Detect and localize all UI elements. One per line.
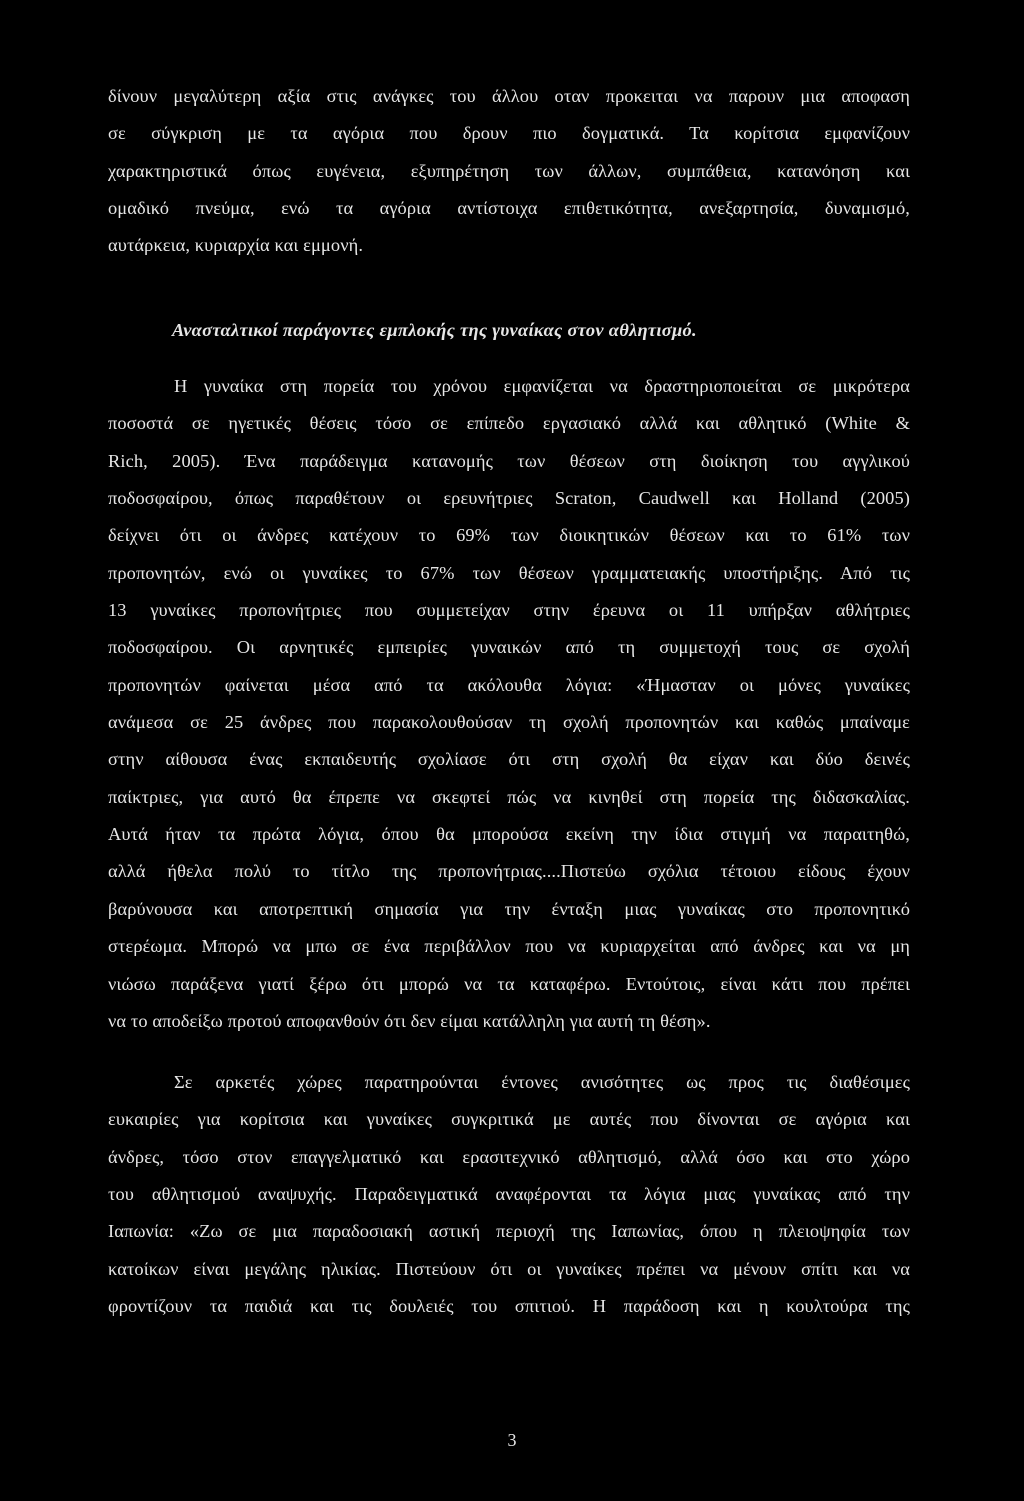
page-number: 3 — [507, 1430, 517, 1450]
text-line: στερέωμα. Μπορώ να μπω σε ένα περιβάλλον που να κυριαρχείται από άνδρες και να μη — [108, 936, 910, 957]
text-line: σε σύγκριση με τα αγόρια που δρουν πιο δογματικά. Τα κορίτσια εμφανίζουν — [108, 123, 910, 144]
paragraph-3 — [108, 1064, 910, 1325]
text-line: προπονητών φαίνεται μέσα από τα ακόλουθα λόγια: «Ήμασταν οι μόνες γυναίκες — [108, 674, 910, 695]
text-line: ποσοστά σε ηγετικές θέσεις τόσο σε επίπεδο εργασιακό αλλά και αθλητικό (White & — [108, 413, 910, 434]
text-line: Αυτά ήταν τα πρώτα λόγια, όπου θα μπορούσα εκείνη την ίδια στιγμή να παραιτηθώ, — [108, 824, 910, 845]
text-line: ευκαιρίες για κορίτσια και γυναίκες συγκριτικά με αυτές που δίνονται σε αγόρια και — [108, 1109, 910, 1130]
paragraph-2 — [108, 368, 910, 1040]
text-line: νιώσω παράξενα γιατί ξέρω ότι μπορώ να τα καταφέρω. Εντούτοις, είναι κάτι που πρέπει — [108, 973, 910, 994]
paragraph-1 — [108, 78, 910, 265]
text-line: αυτάρκεια, κυριαρχία και εμμονή. — [108, 235, 364, 256]
text-line: ανάμεσα σε 25 άνδρες που παρακολουθούσαν τη σχολή προπονητών και καθώς μπαίναμε — [108, 712, 910, 733]
text-line: δίνουν μεγαλύτερη αξία στις ανάγκες του άλλου οταν προκειται να παρουν μια αποφαση — [108, 86, 910, 106]
text-line: Rich, 2005). Ένα παράδειγμα κατανομής των θέσεων στη διοίκηση του αγγλικού — [108, 450, 910, 471]
text-line: να το αποδείξω προτού αποφανθούν ότι δεν είμαι κατάλληλη για αυτή τη θέση». — [108, 1010, 711, 1031]
text-line: του αθλητισμού αναψυχής. Παραδειγματικά αναφέρονται τα λόγια μιας γυναίκας από την — [108, 1184, 910, 1205]
text-line: κατοίκων είναι μεγάλης ηλικίας. Πιστεύουν ότι οι γυναίκες πρέπει να μένουν σπίτι και να — [108, 1258, 910, 1279]
text-line: 13 γυναίκες προπονήτριες που συμμετείχαν στην έρευνα οι 11 υπήρξαν αθλήτριες — [108, 600, 910, 621]
text-line: χαρακτηριστικά όπως ευγένεια, εξυπηρέτηση των άλλων, συμπάθεια, κατανόηση και — [108, 160, 910, 181]
text-line: ομαδικό πνεύμα, ενώ τα αγόρια αντίστοιχα επιθετικότητα, ανεξαρτησία, δυναμισμό, — [108, 198, 910, 219]
text-line: Ιαπωνία: «Ζω σε μια παραδοσιακή αστική περιοχή της Ιαπωνίας, όπου η πλειοψηφία των — [108, 1221, 910, 1242]
text-line: ποδοσφαίρου, όπως παραθέτουν οι ερευνήτριες Scraton, Caudwell και Holland (2005) — [108, 488, 910, 509]
text-line: Σε αρκετές χώρες παρατηρούνται έντονες ανισότητες ως προς τις διαθέσιμες — [174, 1072, 910, 1092]
text-line: Η γυναίκα στη πορεία του χρόνου εμφανίζεται να δραστηριοποιείται σε μικρότερα — [174, 376, 910, 396]
section-heading: Ανασταλτικοί παράγοντες εμπλοκής της γυναίκας στον αθλητισμό. — [172, 320, 697, 340]
text-line: στην αίθουσα ένας εκπαιδευτής σχολίασε ότι στη σχολή θα είχαν και δύο δεινές — [108, 749, 910, 770]
text-line: βαρύνουσα και αποτρεπτική σημασία για την ένταξη μιας γυναίκας στο προπονητικό — [108, 898, 910, 919]
text-line: αλλά ήθελα πολύ το τίτλο της προπονήτριας....Πιστεύω σχόλια τέτοιου είδους έχουν — [108, 861, 910, 882]
text-line: προπονητών, ενώ οι γυναίκες το 67% των θέσεων γραμματειακής υποστήριξης. Από τις — [108, 562, 910, 583]
text-line: δείχνει ότι οι άνδρες κατέχουν το 69% των διοικητικών θέσεων και το 61% των — [108, 525, 910, 546]
text-line: άνδρες, τόσο στον επαγγελματικό και ερασιτεχνικό αθλητισμό, αλλά όσο και στο χώρο — [108, 1146, 910, 1167]
text-line: φροντίζουν τα παιδιά και τις δουλειές του σπιτιού. Η παράδοση και η κουλτούρα της — [108, 1296, 910, 1317]
text-line: ποδοσφαίρου. Οι αρνητικές εμπειρίες γυναικών από τη συμμετοχή τους σε σχολή — [108, 637, 910, 658]
text-line: παίκτριες, για αυτό θα έπρεπε να σκεφτεί πώς να κινηθεί στη πορεία της διδασκαλίας. — [108, 786, 910, 807]
